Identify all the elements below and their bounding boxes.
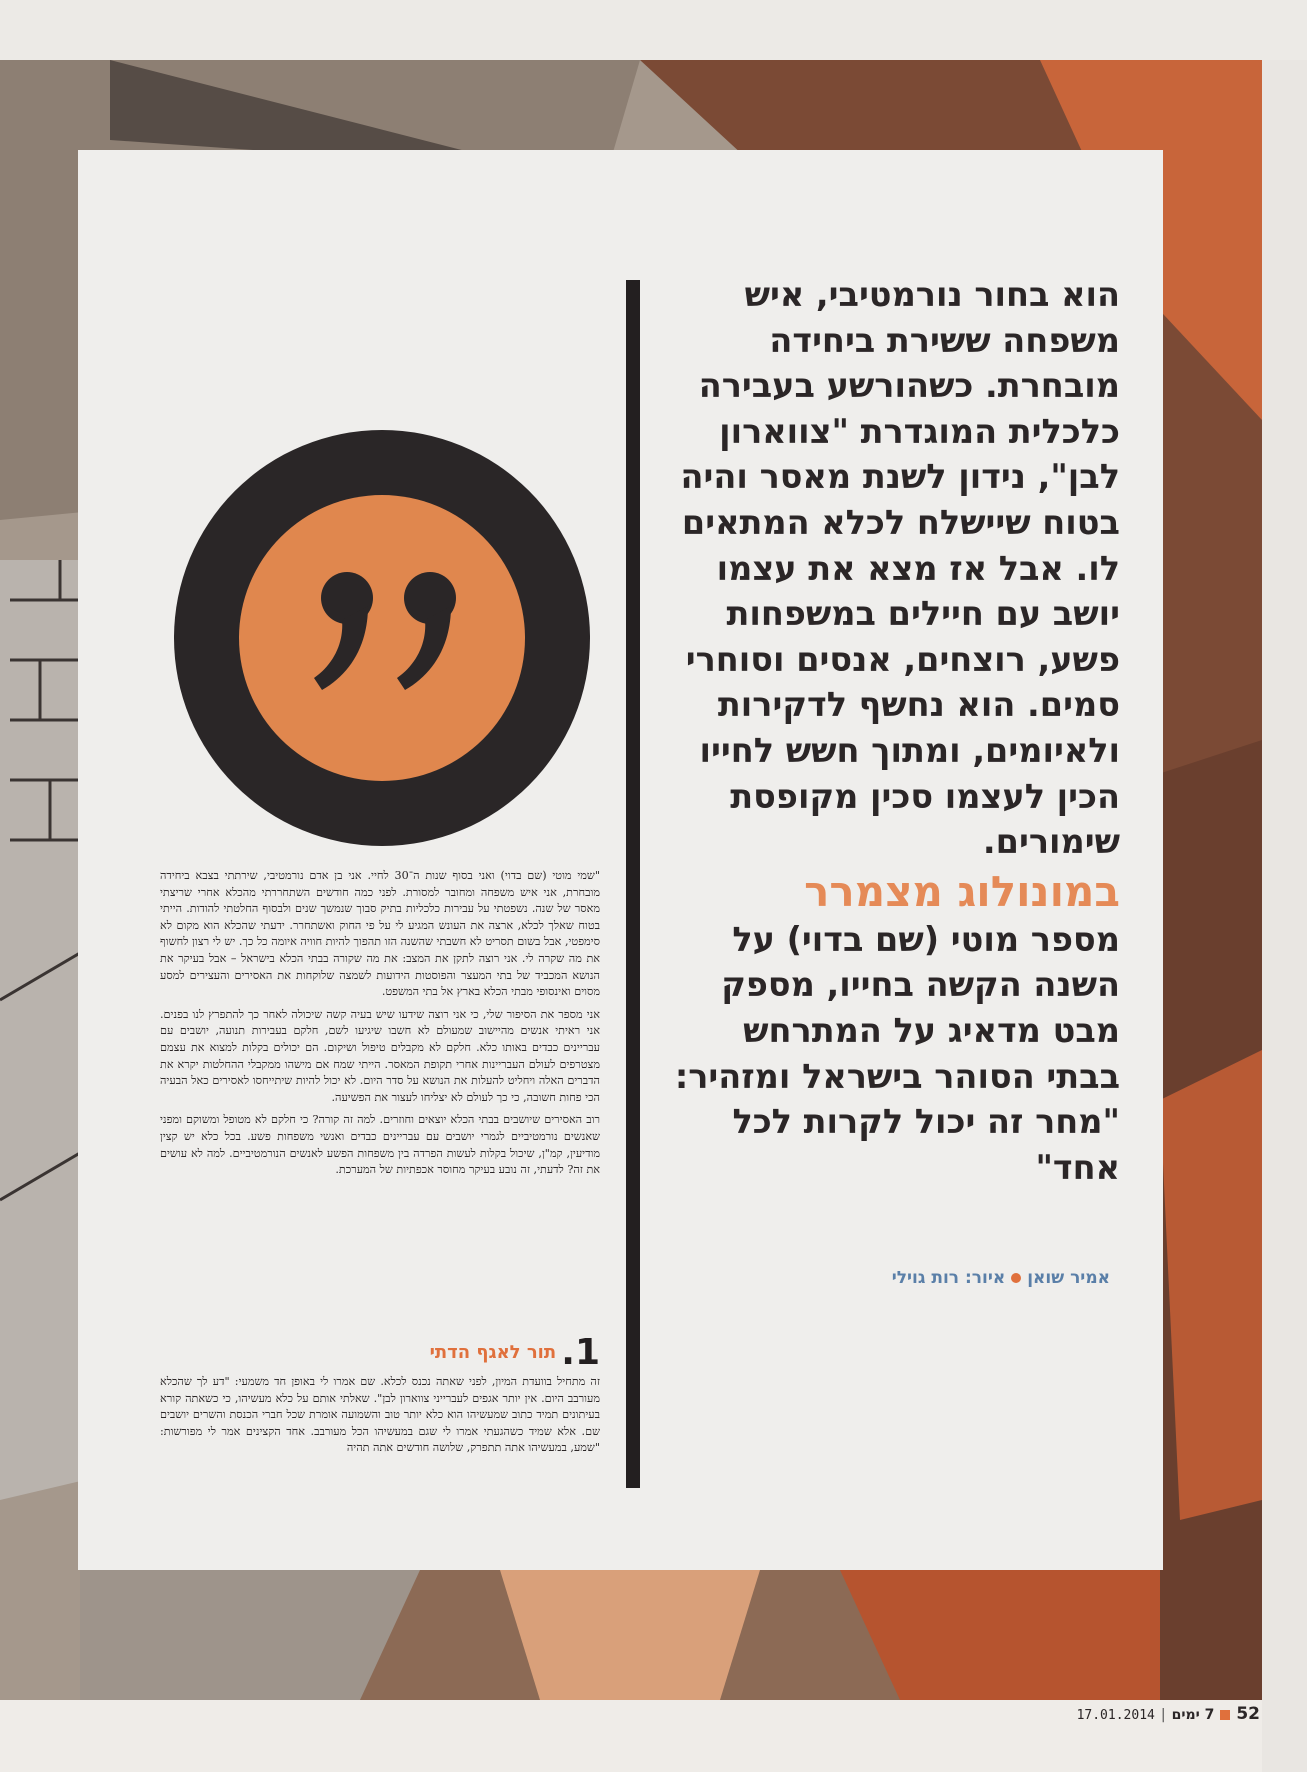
lede-text: הוא בחור נורמטיבי, איש משפחה ששירת ביחידה מובחרת. כשהורשע בעבירה כלכלית המוגדרת "צווארון לבן", נידון לשנת מאסר והיה בטוח שיישלח לכלא המתאים לו. אבל אז מצא את עצמו יושב עם חיילים במשפחות פשע, רוצחים, אנסים וסוחרי סמים. הוא נחשף לדקירות ולאיומים, ומתוך חשש לחייו הכין לעצמו סכין מקופסת שימורים. <box>680 275 1120 862</box>
section-body <box>160 1374 600 1457</box>
footer-separator: | <box>1160 1707 1166 1723</box>
body-paragraph: אני מספר את הסיפור שלי, כי אני רוצה שידעו שיש בעיה קשה שיכולה לאחר כך להתפרץ לנו בפנים. אני ראיתי אנשים מהיישוב שמעולם לא חשבו שיגיעו לשם, חלקם בעבירות תנועה, יושבים עם עבריינים כבדים באותו כלא. חלקם לא מקבלים טיפול ושיקום. הם יכולים בקלות למצוא את עצמם מצטרפים לעולם העבריינות אחרי תקופת המאסר. הייתי שמח אם מישהו ממקבלי ההחלטות יקרא את הדברים האלה ויחליט להעלות את הנושא על סדר היום. לא יכול להיות שיתייחסו לאסירים כאל הבעיה הכי פחות חשובה, כי כך לעולם לא יצליחו לעצור את הפשיעה. <box>160 1007 600 1104</box>
byline-illustrator: איור: רות גוילי <box>891 1268 1006 1288</box>
lede-block <box>660 272 1120 1190</box>
byline-author: אמיר שואן <box>1027 1268 1110 1288</box>
article-body <box>160 868 600 1185</box>
section-title: תור לאגף הדתי <box>429 1342 557 1363</box>
page-number: 52 <box>1236 1704 1260 1724</box>
footer-square-icon <box>1220 1710 1230 1720</box>
body-paragraph: רוב האסירים שיושבים בבתי הכלא יוצאים וחוזרים. למה זה קורה? כי חלקם לא מטופל ומשוקם ומפני שאנשים נורמטיביים לגמרי יושבים עם עבריינים כבדים ואנשי משפחות פשע. בכל כלא יש קצין מודיעין, קמ"ן, שיכול בקלות לעשות הפרדה בין משפחות הפשע לאנשים הנורמטיביים. למה לא עושים את זה? לדעתי, זה נובע בעיקר מחוסר אכפתיות של המערכת. <box>160 1113 600 1177</box>
quotation-marks-icon <box>172 428 592 848</box>
magazine-name: 7 ימים <box>1171 1707 1215 1723</box>
byline-separator-dot <box>1011 1273 1021 1283</box>
section-number: 1. <box>561 1332 600 1373</box>
body-paragraph: "שמי מוטי (שם בדוי) ואני בסוף שנות ה־30 לחיי. אני בן אדם נורמטיבי, שירתתי בצבא ביחידה מובחרת, אני איש משפחה ומחובר למסורת. לפני כמה חודשים השתחררתי מהכלא אחרי שריצתי מאסר של שנה. נשפטתי על עבירות כלכליות בתיק סבוך שנמשך שנים ולבסוף החלטתי להודות. הייתי בטוח שאלך לכלא, ארצה את העונש המגיע לי על פי החוק ואשתחרר. ידעתי שהכלא הוא מקום לא סימפטי, אבל בשום תסריט לא חשבתי שהשנה הזו תהפוך להיות חוויה איומה כל כך. יש לי רצון לחשוף את מה שקרה לי. אני רוצה לתקן את המצב: את מה שקורה בבתי הכלא בישראל – אבל בעיקר את הנושא המכביד של בתי המעצר והפוסטות הידועות לשמצה שלוקחות את האסירים והעצירים למסע מסוים ואינסופי מבתי הכלא בארץ אל בתי המשפט. <box>160 869 601 999</box>
quote-badge-inner-circle <box>239 495 525 781</box>
lede-subhead: מספר מוטי (שם בדוי) על השנה הקשה בחייו, מספק מבט מדאיג על המתרחש בבתי הסוהר בישראל ומזהיר: "מחר זה יכול לקרות לכל אחד" <box>674 919 1120 1187</box>
page-footer <box>960 1704 1260 1728</box>
lede-kicker: במונולוג מצמרר <box>804 866 1120 916</box>
byline <box>700 1268 1110 1288</box>
issue-date: 17.01.2014 <box>1076 1708 1155 1723</box>
section-paragraph: זה מתחיל בוועדת המיון, לפני שאתה נכנס לכלא. שם אמרו לי באופן חד משמעי: "דע לך שהכלא מעורבב היום. אין יותר אגפים לעברייני צווארון לבן". שאלתי אותם על כלא מעשיהו, כי כשאתה קורא בעיתונים תמיד כתוב שמעשיהו הוא כלא יותר טוב והשמועה אומרת שכל חברי הכנסת והשרים יושבים שם. אלא שמיד כשהגעתי אמרו לי שגם במעשיהו הכל מעורבב. אחד הקצינים אמר לי מפורשות: "שמע, במעשיהו אתה תתפרק, שלושה חודשים אתה תהיה <box>160 1375 600 1455</box>
section-heading <box>160 1332 600 1373</box>
vertical-divider <box>626 280 640 1488</box>
